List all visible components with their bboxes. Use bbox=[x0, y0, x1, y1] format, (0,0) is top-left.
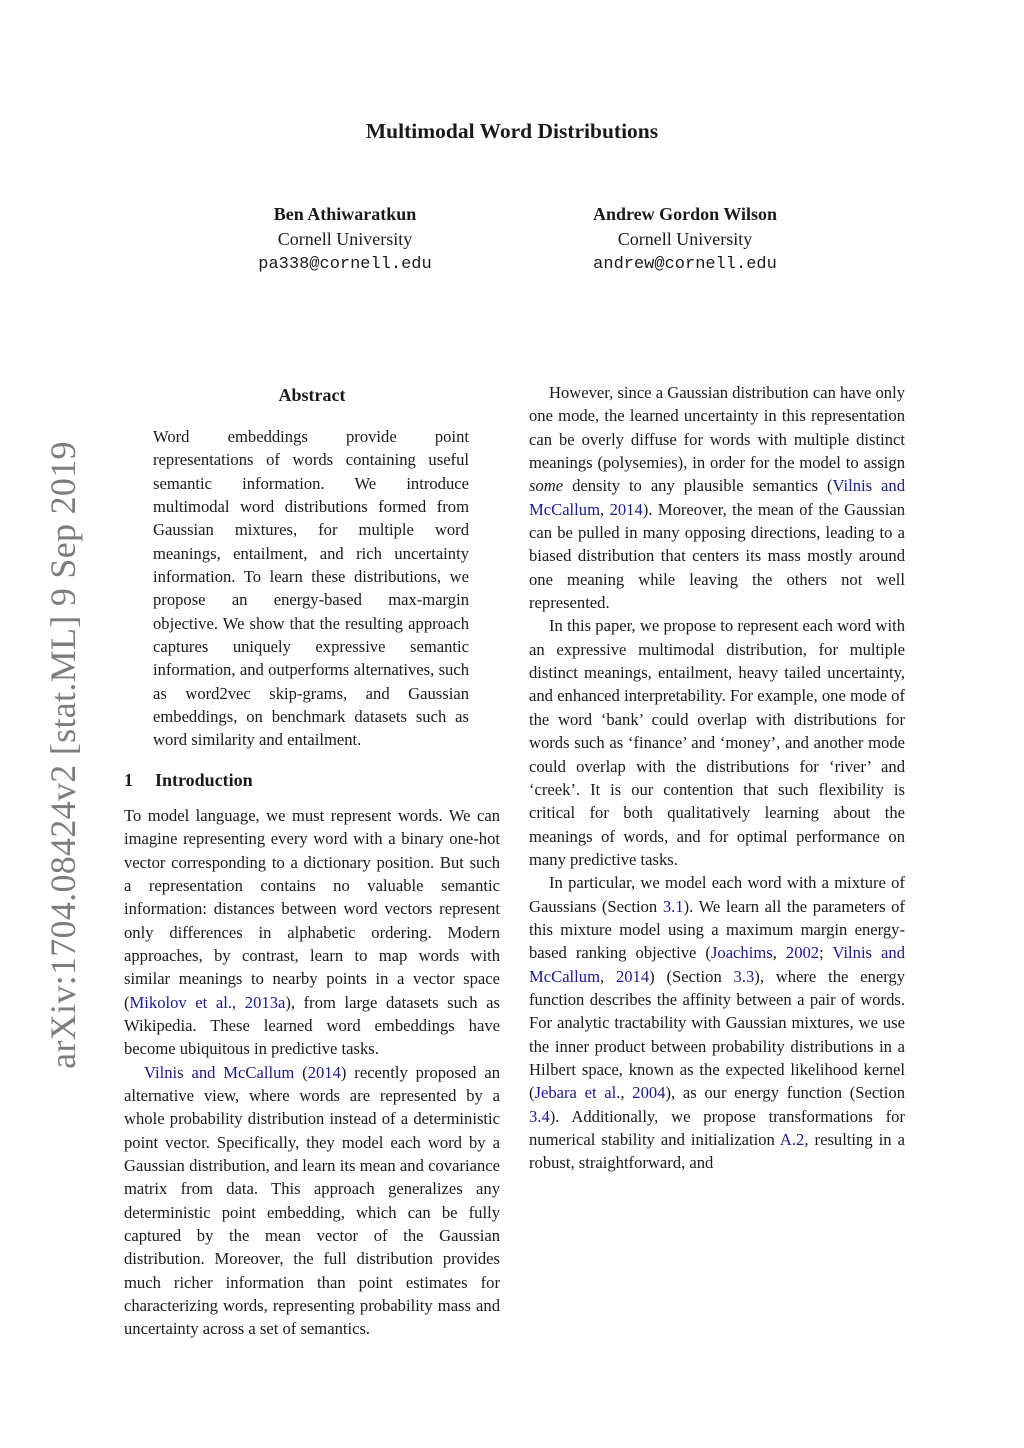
author-email: andrew@cornell.edu bbox=[593, 255, 777, 274]
citation-link[interactable]: 2002 bbox=[785, 943, 820, 963]
paper-title: Multimodal Word Distributions bbox=[365, 119, 659, 143]
citation-link[interactable]: 2014 bbox=[609, 499, 643, 519]
section-ref-link[interactable]: 3.4 bbox=[529, 1106, 550, 1126]
citation-link[interactable]: Vilnis and McCallum bbox=[529, 943, 906, 986]
author-block bbox=[195, 202, 495, 277]
author-name: Ben Athiwaratkun bbox=[273, 204, 417, 224]
paragraph: In particular, we model each word with a mixture of Gaussians (Section 3.1). We learn all the parameters of this mixture model using a maximum margin energy-based ranking objective (Joachims, 2002; Vilnis and McCallum, 2014) (Section 3.3), where the energy function describes the affinity between a pair of words. For analytic tractability with Gaussian mixtures, we use the inner product between probability distributions in a Hilbert space, known as the expected likelihood kernel (Jebara et al., 2004), as our energy function (Section 3.4). Additionally, we propose transformations for numerical stability and initialization A.2, resulting in a robust, straightforward, and bbox=[529, 873, 906, 1173]
arxiv-identifier: arXiv:1704.08424v2 [stat.ML] 9 Sep 2019 bbox=[43, 441, 83, 1069]
citation-link[interactable]: Mikolov et al., bbox=[129, 992, 237, 1012]
citation-link[interactable]: Jebara et al. bbox=[534, 1083, 621, 1103]
author-email: pa338@cornell.edu bbox=[258, 255, 432, 274]
citation-link[interactable]: 2014 bbox=[307, 1062, 341, 1082]
section-number: 1 bbox=[124, 769, 133, 790]
citation-link[interactable]: 2004 bbox=[632, 1083, 666, 1103]
author-name: Andrew Gordon Wilson bbox=[592, 204, 778, 224]
section-ref-link[interactable]: 3.3 bbox=[733, 966, 755, 986]
section-ref-link[interactable]: 3.1 bbox=[662, 896, 684, 916]
paragraph: To model language, we must represent words. We can imagine representing every word with a binary one-hot vector corresponding to a dictionary position. But such a representation contains no valuable semantic information: distances between word vectors represent only differences in alphabetic ordering. Modern approaches, by contrast, learn to map words with similar meanings to nearby points in a vector space (Mikolov et al., 2013a), from large datasets such as Wikipedia. These learned word embeddings have become ubiquitous in predictive tasks. bbox=[124, 805, 500, 1059]
abstract-text: Word embeddings provide point representations of words containing useful semantic information. We introduce multimodal word distributions formed from Gaussian mixtures, for multiple word meanings, entailment, and rich uncertainty information. To learn these distributions, we propose an energy-based max-margin objective. We show that the resulting approach captures uniquely expressive semantic information, and outperforms alternatives, such as word2vec skip-grams, and Gaussian embeddings, on benchmark datasets such as word similarity and entailment. bbox=[153, 427, 469, 750]
author-affiliation: Cornell University bbox=[617, 229, 753, 249]
paragraph: In this paper, we propose to represent each word with an expressive multimodal distribution, for multiple distinct meanings, entailment, heavy tailed uncertainty, and enhanced interpretability. For example, one mode of the word ‘bank’ could overlap with distributions for words such as ‘finance’ and ‘money’, and another mode could overlap with the distributions for ‘river’ and ‘creek’. It is our contention that such flexibility is critical for both qualitatively learning about the meanings of words, and for optimal performance on many predictive tasks. bbox=[529, 616, 905, 869]
abstract-heading: Abstract bbox=[278, 385, 346, 405]
citation-link[interactable]: Joachims bbox=[710, 943, 773, 963]
citation-link[interactable]: 2014 bbox=[615, 966, 650, 986]
paragraph: However, since a Gaussian distribution can have only one mode, the learned uncertainty in this representation can be overly diffuse for words with multiple distinct meanings (polysemies), in order for the model to assign some density to any plausible semantics (Vilnis and McCallum, 2014). Moreover, the mean of the Gaussian can be pulled in many opposing directions, leading to a biased distribution that centers its mass mostly around one meaning while leaving the others not well represented. bbox=[529, 383, 906, 613]
citation-link[interactable]: Vilnis and McCallum bbox=[529, 476, 906, 519]
paragraph: Vilnis and McCallum (2014) recently proposed an alternative view, where words are represented by a whole probability distribution instead of a deterministic point vector. Specifically, they model each word by a Gaussian distribution, and learn its mean and covariance matrix from data. This approach generalizes any deterministic point embedding, which can be fully captured by the mean vector of the Gaussian distribution. Moreover, the full distribution provides much richer information than point estimates for characterizing words, representing probability mass and uncertainty across a set of semantics. bbox=[124, 1062, 500, 1339]
author-affiliation: Cornell University bbox=[277, 229, 413, 249]
author-block bbox=[535, 202, 835, 277]
appendix-ref-link[interactable]: A.2 bbox=[779, 1130, 805, 1149]
citation-link[interactable]: 2013a bbox=[244, 992, 286, 1012]
right-column bbox=[529, 381, 905, 1175]
left-column bbox=[124, 381, 500, 1341]
section-title: Introduction bbox=[155, 769, 253, 790]
citation-link[interactable]: Vilnis and McCallum bbox=[144, 1062, 295, 1082]
section-heading bbox=[124, 766, 500, 794]
